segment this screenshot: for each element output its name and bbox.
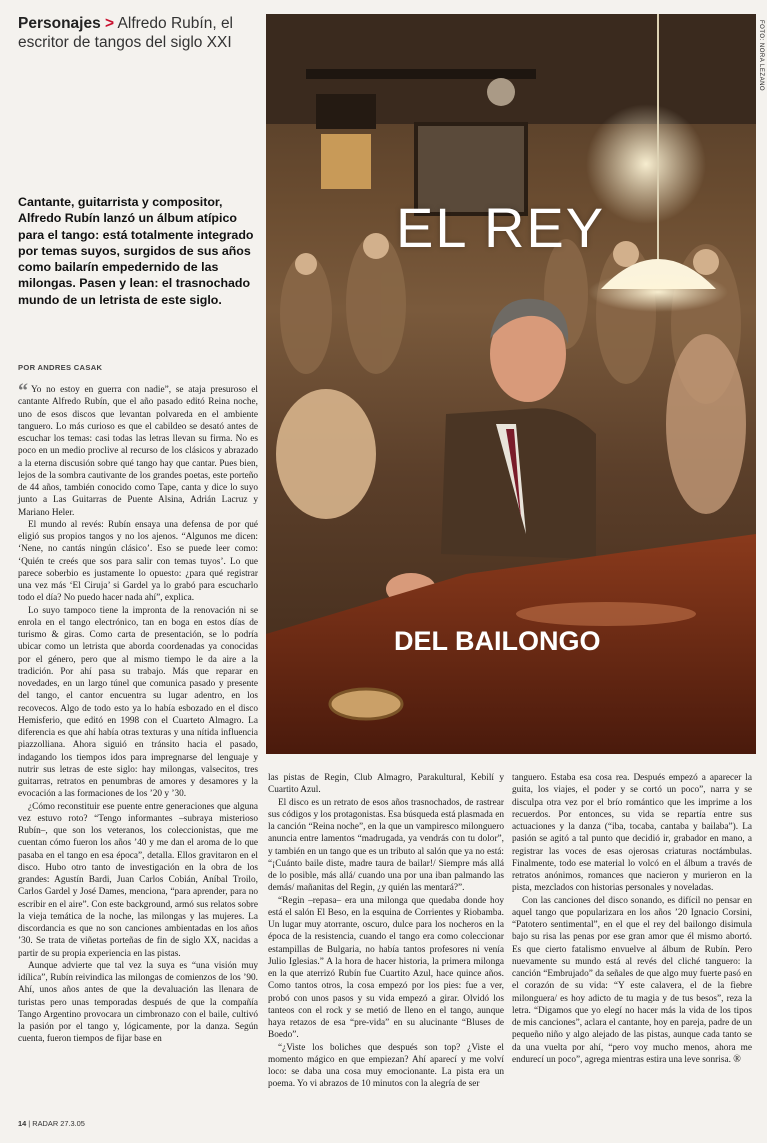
article-column-3	[512, 772, 752, 1066]
photo-singer-at-milonga	[266, 14, 756, 754]
paragraph-text: Yo no estoy en guerra con nadie”, se ataja presuroso el cantante Alfredo Rubín, que el año pasado editó Reina noche, uno de esos discos que levantan polvareda en el ambiente tanguero. Lo más curioso es que el cabildeo se desató antes de escuchar los temas: casi todas las letras llevan su firma. No es poco en un medio proclive al recurso de los clásicos y abrazado a la eterna discusión sobre qué tango hay que cantar. Pues bien, lejos de la sombra cautivante de los grandes poetas, este porteño de 44 años, también conocido como Tape, canta y dice lo suyo junto a Las Guitarras de Puente Alsina, Adrián Lacruz y Mariano Heler.	[18, 385, 258, 518]
bystander	[276, 389, 376, 519]
byline: POR ANDRES CASAK	[18, 363, 103, 372]
publication-name: RADAR	[32, 1119, 59, 1128]
article-column-2	[268, 772, 504, 1091]
paragraph: Aunque advierte que tal vez la suya es “una visión muy idílica”, Rubín reivindica las milongas de comienzos de los ’90. Ahí, unos años antes de que la devaluación las llenara de turistas pero unas temporadas después de que la compañía Tango Argentino provocara un cimbronazo con el baile, cultivó la pasión por el tango y, lógicamente, por la danza. Según cuenta, fueron tiempos de fijar base en	[18, 960, 258, 1045]
paragraph	[512, 895, 752, 1067]
paragraph-text: Con las canciones del disco sonando, es difícil no pensar en aquel tango que popularizara en los años ’20 Ignacio Corsini, “Patotero sentimental”, en el que el rey del bailongo disimula bajo su risa las penas por ese gran amor que él mismo abortó. Es que cierto fatalismo envuelve al álbum de Rubín. Pero nuevamente su mundo está al revés del cliché tanguero: la canción “Embrujado” da señales de que algo muy fuerte pasó en el corazón de su vida: “Y este calavera, el de la fiebre milonguera/ es hoy adicto de tu magia y de tus besos”, reza la letra. “Digamos que yo elegí no hacer más la vida de los tipos de mis canciones”, aclara el cantante, hoy en pareja, padre de un pequeño niño y algo alejado de las pistas, aunque cada tanto se da una vuelta por ahí, “pero voy mucho menos, ahora me endurecí un poco”, agrega mientras estira una leve sonrisa.	[512, 895, 752, 1065]
photo-credit: FOTO: NORA LEZANO	[758, 20, 764, 92]
light-rig	[306, 69, 536, 79]
issue-date: 27.3.05	[60, 1119, 85, 1128]
bystander-right	[666, 334, 746, 514]
page-number: 14	[18, 1119, 27, 1128]
article-header	[18, 14, 258, 52]
paragraph: las pistas de Regin, Club Almagro, Parakultural, Kebilí y Cuartito Azul.	[268, 773, 504, 796]
ashtray	[330, 689, 402, 719]
paragraph: “¿Viste los boliches que después son top? ¿Viste el momento mágico en que empiezan? Ahí aparecí y me volví loco: se daba una cosa muy emocionante. La pista era un poema. Yo vi abrazos de 10 minutos con la alegría de ser	[268, 1042, 504, 1090]
quote-mark: “	[18, 380, 28, 402]
page-footer	[18, 1119, 85, 1128]
intro-paragraph: Cantante, guitarrista y compositor, Alfredo Rubín lanzó un álbum atípico para el tango: está totalmente integrado por temas suyos, surgidos de sus años como bailarín empedernido de las milongas. Pasen y lean: el trasnochado mundo de un letrista de este siglo.	[18, 195, 254, 307]
paragraph	[18, 380, 258, 519]
section-arrow: >	[105, 15, 115, 32]
mirror-ball	[487, 78, 515, 106]
end-mark-icon: ®	[733, 1053, 741, 1065]
speaker	[316, 94, 376, 129]
paragraph: “Regin –repasa– era una milonga que quedaba donde hoy está el salón El Beso, en la esquina de Corrientes y Riobamba. Un lugar muy atorrante, oscuro, dulce para los nocheros en la época de la resistencia, cuando el tango era como coleccionar estampillas de Bulgaria, no había tantos profesores ni venía Julio Iglesias.” A la hora de hacer historia, la primera milonga en la que aterrizó Rubín fue Cuartito Azul, hace quince años. Como tantos otros, la cosa empezó por los pies: fue a ver, probó con unos pasos y su vida empezó a girar. Olvidó los tanteos con el rock y se metió de lleno en el tango, aunque haya retazos de esa “pre-vida” en su alucinante “Bluses de Boedo”.	[268, 895, 504, 1041]
lamp-glow	[588, 272, 728, 312]
article-column-1	[18, 380, 258, 1046]
paragraph: Lo suyo tampoco tiene la impronta de la renovación ni se enrola en el tango electrónico, tan en boga en estos días de turismo & giras. Como carta de presentación, se lo podría ubicar como un letrista que aborda coordenadas ya conocidas por el género, pero que al mismo tiempo le da aire a la tradición. Por ahí pasa su trabajo. Más que reparar en novedades, en un largo túnel que comunica pasado y presente del tango, el cantor encuentra su lugar adentro, en los recovecos. Algo de todo esto ya lo había esbozado en el disco Hemisferio, que editó en 1998 con el Cuarteto Almagro. La diferencia es que ahí había otras texturas y una nítida influencia piazzolliana. Ahora siguió en tránsito hacia el pasado, indagando los tiempos idos para impregnarse del lenguaje y nutrir sus letras de este siglo: hay milongas, valsecitos, tres guitarras, retratos en penumbras de amores y desamores y la evocación a las formaciones de los ’20 y ’30.	[18, 605, 258, 800]
bar-reflection	[516, 602, 696, 626]
wall-painting	[321, 134, 371, 189]
headline-bottom: DEL BAILONGO	[394, 626, 601, 656]
paragraph: ¿Cómo reconstituir ese puente entre generaciones que alguna vez estuvo roto? “Tengo informantes –subraya misterioso Rubín–, que son los veteranos, los coleccionistas, que me cuentan cómo fueron los años ’40 y me dan el aroma de lo que pasaba en el tango en esa época”, detalla. Ellos gravitaron en el disco. Hubo otro tanto de investigación en la obra de los grandes: Agustín Bardi, Juan Carlos Cobián, Aníbal Troilo, Carlos Gardel y José Dames, menciona, “para aprender, para no escribir en el aire”. Con este background, armó sus relatos sobre la vieja temática de la noche, las milongas y las mujeres. La discordancia es que no son canciones ambientadas en los años ’30. Se trata de viñetas porteñas de fin de siglo XX, nacidas a partir de su propia experiencia en las pistas.	[18, 801, 258, 959]
paragraph: tanguero. Estaba esa cosa rea. Después empezó a aparecer la guita, los viajes, el poder y se cortó un poco”, narra y se disculpa otra vez por el brío romántico que les imprime a los recuerdos. Por entonces, su vida se repartía entre sus actuaciones y la danza (“iba, tocaba, cantaba y bailaba”). La pasión se agitó a tal punto que decidió ir, grabador en mano, a registrar las voces de esas ojerosas criaturas noctámbulas. Finalmente, todo ese material lo volcó en el álbum a través de retratos anónimos, romances que nacieron y murieron en la pista, mezclados con historias personales y noveladas.	[512, 773, 752, 894]
footer-divider: |	[28, 1119, 31, 1128]
article-title: Alfredo Rubín, el escritor de tangos del siglo XXI	[18, 15, 234, 51]
paragraph: El disco es un retrato de esos años trasnochados, de rastrear sus códigos y los protagonistas. Esa búsqueda está plasmada en la canción “Reina noche”, en la que un vampiresco milonguero anuncia entre lamentos “madrugada, ya vendrás con tu dolor”, y también en un tango que es un tributo al salón que ya no está: “¡Cuánto baile diste, madre taura de bailar!/ Siempre más allá de lo posible, más allá/ cuando una por una iban palmando las demás/ mañanitas del Regin, ¿y quién las mentará?”.	[268, 797, 504, 894]
section-label: Personajes	[18, 15, 101, 32]
paragraph: El mundo al revés: Rubín ensaya una defensa de por qué eligió sus propios tangos y no los ajenos. “Algunos me dicen: ‘Nene, no cantás ningún clásico’. Eso se puede leer como: ‘Quién te creés que sos para salir con temas tuyos’. Lo que parece soberbio es justamente lo opuesto: ¿para qué registrar una vez más ‘El Ciruja’ si Gardel ya lo grabó para escucharlo todo el día? No puedo hacer nada ahí”, explica.	[18, 519, 258, 604]
headline-top: EL REY	[396, 196, 606, 259]
